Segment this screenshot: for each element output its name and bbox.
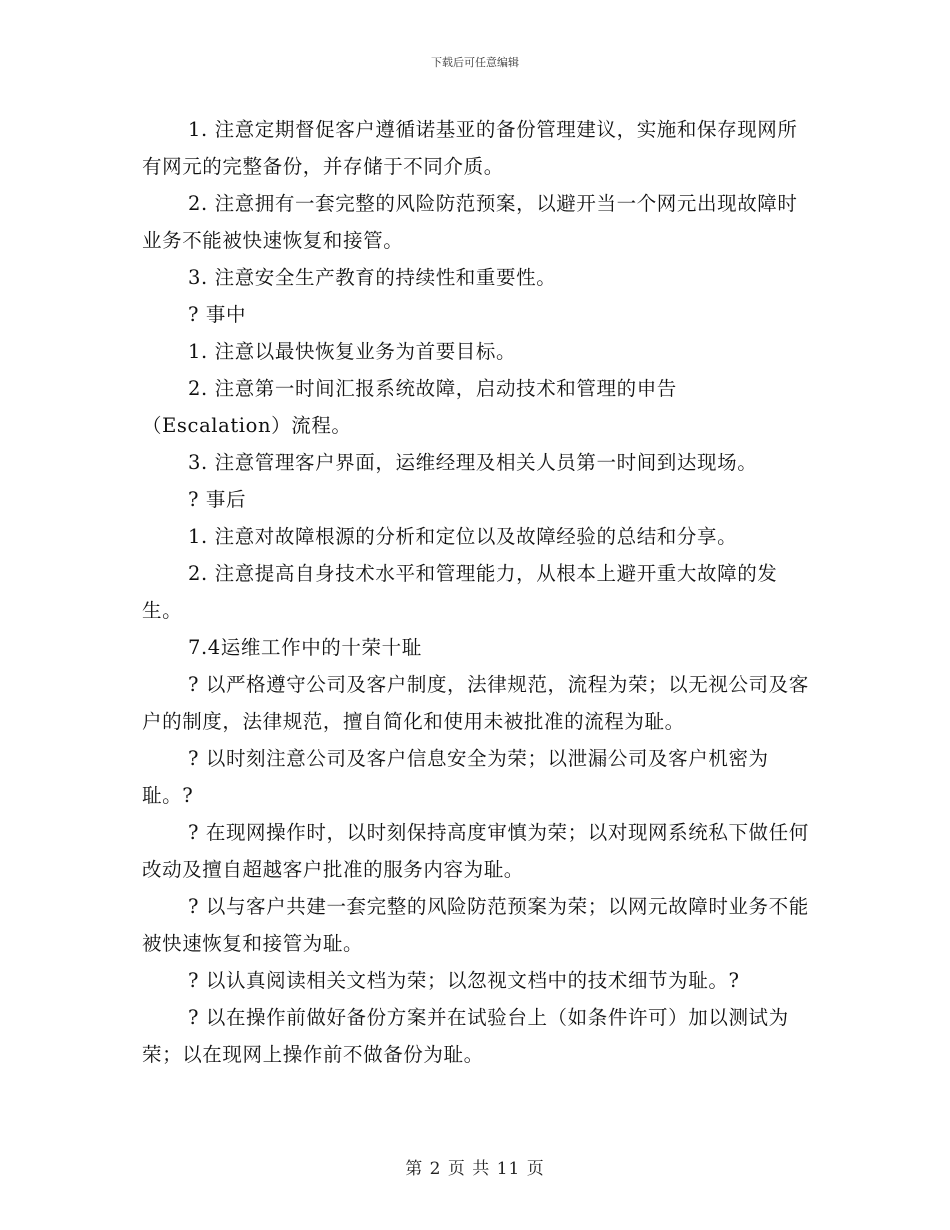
paragraph: ? 以严格遵守公司及客户制度，法律规范，流程为荣；以无视公司及客户的制度，法律规范，擅自简化和使用未被批准的流程为耻。 (142, 673, 809, 733)
paragraph: 2. 注意拥有一套完整的风险防范预案，以避开当一个网元出现故障时业务不能被快速恢复和接管。 (142, 192, 798, 252)
section-title: 7.4运维工作中的十荣十耻 (188, 636, 422, 659)
paragraph: ? 以在操作前做好备份方案并在试验台上（如条件许可）加以测试为荣；以在现网上操作前不做备份为耻。 (142, 1006, 789, 1066)
section-heading-after: ? 事后 (188, 488, 247, 511)
paragraph: ? 以与客户共建一套完整的风险防范预案为荣；以网元故障时业务不能被快速恢复和接管为耻。 (142, 895, 809, 955)
paragraph: 1. 注意对故障根源的分析和定位以及故障经验的总结和分享。 (188, 525, 738, 548)
paragraph: ? 以认真阅读相关文档为荣；以忽视文档中的技术细节为耻。? (188, 969, 740, 992)
document-body (142, 111, 812, 1073)
paragraph: ? 在现网操作时，以时刻保持高度审慎为荣；以对现网系统私下做任何改动及擅自超越客户批准的服务内容为耻。 (142, 821, 809, 881)
paragraph: 3. 注意安全生产教育的持续性和重要性。 (188, 266, 557, 289)
paragraph: 2. 注意提高自身技术水平和管理能力，从根本上避开重大故障的发生。 (142, 562, 778, 622)
paragraph: ? 以时刻注意公司及客户信息安全为荣；以泄漏公司及客户机密为耻。? (142, 747, 769, 807)
paragraph: 1. 注意定期督促客户遵循诺基亚的备份管理建议，实施和保存现网所有网元的完整备份，并存储于不同介质。 (142, 118, 798, 178)
paragraph: 2. 注意第一时间汇报系统故障，启动技术和管理的申告（Escalation）流程。 (142, 377, 677, 437)
page-header: 下载后可任意编辑 (431, 56, 519, 69)
page-footer: 第 2 页 共 11 页 (405, 1159, 545, 1179)
section-heading-during: ? 事中 (188, 303, 247, 326)
paragraph: 1. 注意以最快恢复业务为首要目标。 (188, 340, 517, 363)
paragraph: 3. 注意管理客户界面，运维经理及相关人员第一时间到达现场。 (188, 451, 758, 474)
